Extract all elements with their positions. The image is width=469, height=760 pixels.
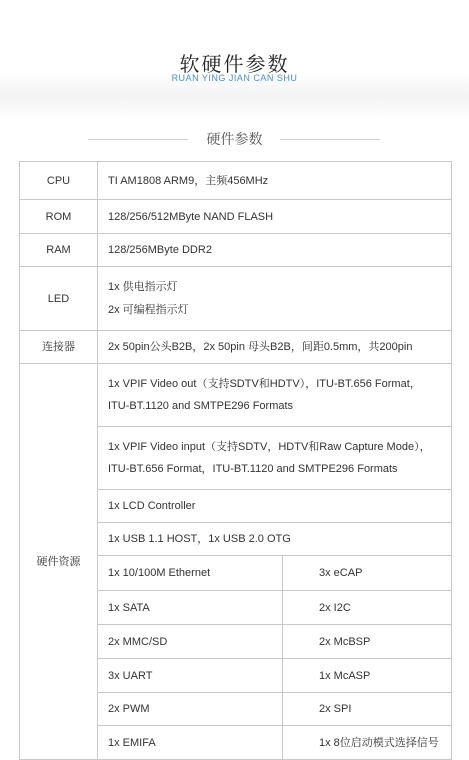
spec-value: TI AM1808 ARM9，主频456MHz xyxy=(98,162,452,200)
spec-label: 连接器 xyxy=(20,331,98,364)
vpif-in-line: 1x VPIF Video input（支持SDTV，HDTV和Raw Capture Mode）， xyxy=(108,441,431,453)
spec-label: ROM xyxy=(20,200,98,234)
spec-value: 2x MMC/SD xyxy=(98,625,283,659)
section-divider-right xyxy=(280,139,380,140)
spec-value: 128/256/512MByte NAND FLASH xyxy=(98,200,452,234)
section-heading xyxy=(0,128,469,150)
spec-row-rom xyxy=(20,200,452,234)
page-header xyxy=(0,0,469,120)
spec-value: 1x 8位启动模式选择信号 xyxy=(283,726,452,760)
spec-label: RAM xyxy=(20,234,98,267)
spec-value: 1x EMIFA xyxy=(98,726,283,760)
spec-label: LED xyxy=(20,267,98,331)
led-line: 1x 供电指示灯 xyxy=(108,280,178,293)
spec-row-connector xyxy=(20,331,452,364)
spec-row-cpu xyxy=(20,162,452,200)
spec-row-led xyxy=(20,267,452,331)
spec-label: 硬件资源 xyxy=(20,364,98,760)
vpif-in-line: ITU-BT.656 Format，ITU-BT.1120 and SMTPE296 Formats xyxy=(108,463,398,475)
page-subtitle: RUAN YING JIAN CAN SHU xyxy=(171,73,298,83)
spec-value xyxy=(98,364,452,427)
spec-value: 2x I2C xyxy=(283,591,452,625)
led-line: 2x 可编程指示灯 xyxy=(108,303,189,316)
spec-value xyxy=(98,427,452,490)
spec-value: 2x PWM xyxy=(98,693,283,726)
spec-value: 1x LCD Controller xyxy=(98,490,452,523)
spec-value: 2x SPI xyxy=(283,693,452,726)
spec-value: 1x 10/100M Ethernet xyxy=(98,556,283,591)
spec-value: 2x McBSP xyxy=(283,625,452,659)
spec-value: 1x SATA xyxy=(98,591,283,625)
spec-value: 3x UART xyxy=(98,659,283,693)
spec-label: CPU xyxy=(20,162,98,200)
spec-row-vpif-out xyxy=(20,364,452,427)
page-title: 软硬件参数 xyxy=(179,52,290,76)
spec-value: 3x eCAP xyxy=(283,556,452,591)
spec-value: 1x McASP xyxy=(283,659,452,693)
section-title: 硬件参数 xyxy=(206,132,263,148)
spec-table xyxy=(19,161,452,760)
spec-value: 1x USB 1.1 HOST，1x USB 2.0 OTG xyxy=(98,523,452,556)
vpif-out-line: 1x VPIF Video out（支持SDTV和HDTV），ITU-BT.656 Format， xyxy=(108,378,421,390)
spec-value xyxy=(98,267,452,331)
vpif-out-line: ITU-BT.1120 and SMTPE296 Formats xyxy=(108,400,294,412)
spec-row-ram xyxy=(20,234,452,267)
spec-value: 2x 50pin公头B2B，2x 50pin 母头B2B，间距0.5mm，共200pin xyxy=(98,331,452,364)
spec-value: 128/256MByte DDR2 xyxy=(98,234,452,267)
